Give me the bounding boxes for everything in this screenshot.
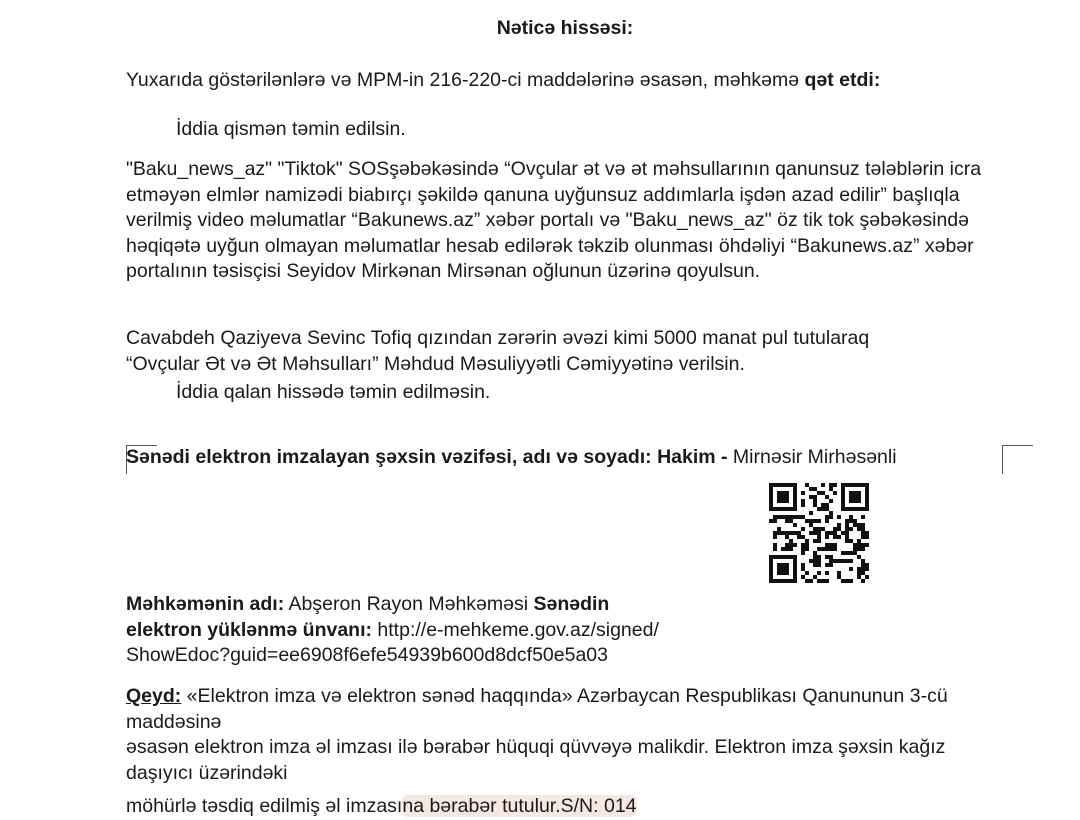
decision-1: İddia qismən təmin edilsin. (176, 118, 406, 140)
section-heading: Nəticə hissəsi: (496, 17, 634, 39)
note-line-3: əsasən elektron imza əl imzası ilə bərabər hüquqi qüvvəyə malikdir. Elektron imza şəxsin kağız (126, 736, 946, 758)
note-paragraph (126, 684, 1026, 820)
court-label: Məhkəmənin adı: (126, 593, 285, 615)
intro-paragraph (126, 68, 1006, 94)
signature-line (126, 445, 1006, 471)
upload-url-1[interactable]: http://e-mehkeme.gov.az/signed/ (372, 618, 659, 641)
note-text-1: «Elektron imza və elektron sənəd haqqında» Azərbaycan Respublikası Qanununun 3-cü (181, 685, 948, 707)
note-label: Qeyd: (126, 685, 182, 707)
note-line-1 (126, 684, 1026, 710)
court-info (126, 592, 726, 669)
upload-label-1: Sənədin (533, 593, 610, 615)
signature-label: Sənədi elektron imzalayan şəxsin vəzifəsi, adı və soyadı: Hakim - (126, 446, 728, 468)
upload-label-2: elektron yüklənmə ünvanı: (126, 618, 372, 641)
intro-bold: qət etdi: (804, 69, 881, 91)
note-line-4: daşıyıcı üzərindəki (126, 761, 288, 784)
court-line-1 (126, 592, 726, 618)
highlighted-text: na bərabər tutulur.S/N: 014 (402, 795, 637, 817)
note-text-5a: möhürlə təsdiq edilmiş əl imzası (126, 795, 403, 817)
signature-name: Mirnəsir Mirhəsənli (727, 446, 897, 468)
upload-url-2[interactable]: ShowEdoc?guid=ee6908f6efe54939b600d8dcf50e5a03 (126, 644, 608, 666)
intro-text: Yuxarıda göstərilənlərə və MPM-in 216-220-ci maddələrinə əsasən, məhkəmə (126, 69, 805, 91)
frame-corner-right (1002, 445, 1033, 474)
court-line-2 (126, 618, 726, 644)
decision-3: Cavabdeh Qaziyeva Sevinc Tofiq qızından zərərin əvəzi kimi 5000 manat pul tutularaq “Ovçular Ət və Ət Məhsulları” Məhdud Məsuliyyətli Cəmiyyətinə verilsin. (126, 327, 870, 375)
note-line-5 (126, 794, 1026, 820)
qr-code-icon (768, 483, 870, 583)
court-value: Abşeron Rayon Məhkəməsi (284, 593, 534, 615)
decision-2: "Baku_news_az" "Tiktok" SOSşəbəkəsində “Ovçular ət və ət məhsullarının qanunsuz tələblərin icra etməyən elmlər namizədi biabırçı şəkildə qanuna uyğunsuz addımlarla işdən azad edilir” başlıqla verilmiş video məlumatlar “Bakunews.az” xəbər portalı və "Baku_news_az" öz tik tok şəbəkəsində həqiqətə uyğun olmayan məlumatlar hesab edilərək təkzib olunması öhdəliyi “Bakunews.az” xəbər portalının təsisçisi Seyidov Mirkənan Mirsənan oğlunun üzərinə qoyulsun. (126, 158, 982, 282)
decision-4: İddia qalan hissədə təmin edilməsin. (176, 381, 491, 403)
note-line-2: maddəsinə (126, 710, 222, 733)
